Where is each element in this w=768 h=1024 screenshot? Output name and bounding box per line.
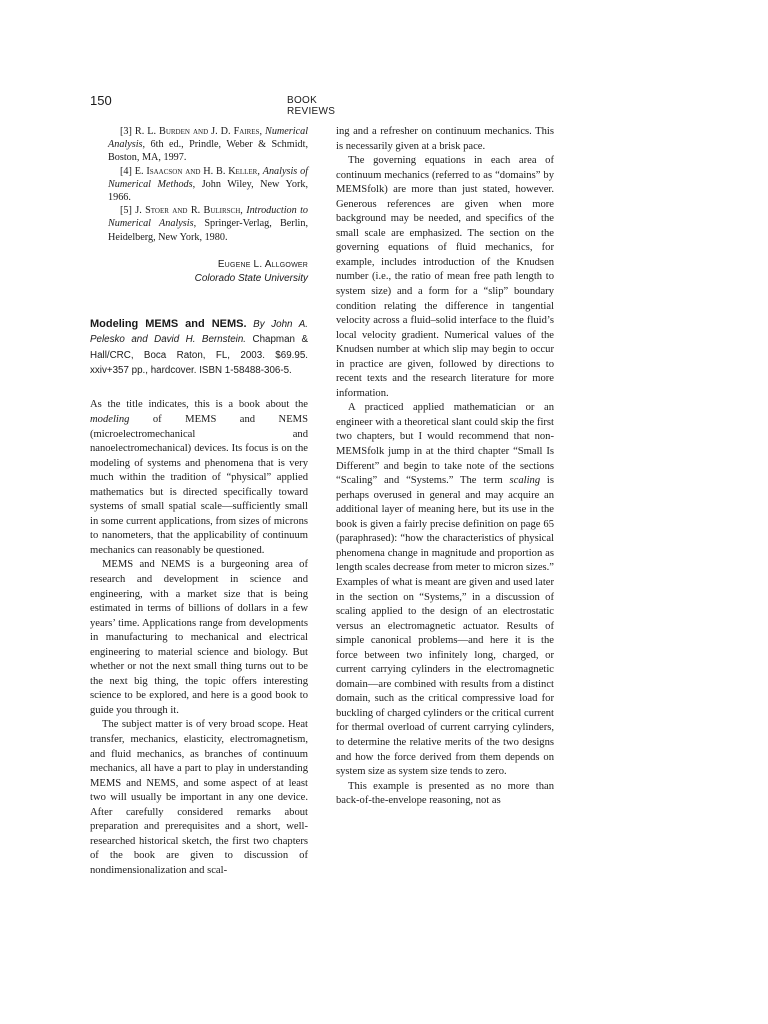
- reference-item: [3] R. L. Burden and J. D. Faires, Numerical Analysis, 6th ed., Prindle, Weber & Schmidt, Boston, MA, 1997.: [108, 126, 309, 164]
- paragraph: The governing equations in each area of continuum mechanics (referred to as “domains” by MEMSfolk) are more than just stated, however. Generous references are given when more background may be needed, and specifics of the small scale are emphasized. The section on the governing equations of fluid mechanics, for example, includes introduction of the Knudsen number (i.e., the ratio of mean free path length to system size) and a form for a “slip” boundary condition relating the difference in tangential velocity across a fluid–solid interface to the fluid’s local velocity gradient. Numerical values of the Knudsen number at which slip may begin to occur in practice are given, followed by directions to recent texts and the research literature for more information.: [336, 155, 554, 399]
- reviewer-affiliation: Colorado State University: [194, 272, 308, 284]
- reference-title: Numerical Analysis: [108, 126, 309, 151]
- text-run: is perhaps overused in general and may acquire an additional layer of meaning here, but its use in the book is given a fairly precise definition on page 65 (paraphrased): “how the characteristics of physical phenomena change in magnitude and proportion as length scales decrease from meter to micron sizes.” Examples of what is meant are given and used later in the section on “Systems,” in a discussion of scaling applied to the design of an electrostatic versus an electromagnetic actuator. Results of simple canonical problems—and here it is the force between two infinitely long, charged, or current carrying cylinders in the electromagnetic domain—are combined with results from a distinct domain, such as the critical compressive load for buckling of charged cylinders or the critical current for thermal overload of current carrying cylinders, to determine the relative merits of the two designs and how the force derived from them depends on system size as system size tends to zero.: [336, 475, 554, 778]
- paragraph: ing and a refresher on continuum mechanics. This is necessarily given at a brisk pace.: [336, 126, 554, 152]
- review-heading: [90, 317, 308, 379]
- reference-author: R. Bulirsch: [190, 205, 241, 217]
- reference-number: [3]: [120, 126, 132, 137]
- reference-title: Analysis of Numerical Methods: [108, 165, 309, 190]
- reference-item: [5] J. Stoer and R. Bulirsch, Introduction to Numerical Analysis, Springer-Verlag, Berlin, Heidelberg, New York, 1980.: [108, 205, 309, 243]
- reference-author: J. Stoer: [135, 205, 169, 217]
- paragraph: [90, 398, 308, 558]
- paragraph: MEMS and NEMS is a burgeoning area of research and development in science and engineering, with a market size that is being estimated in terms of billions of dollars in a few years’ time. Applications range from developments in manufacturing to mechanical and electrical engineering to material science and biology. But whether or not the next small thing turns out to be the next big thing, the topic offers interesting science to be explored, and here is a good book to guide you through it.: [90, 559, 308, 716]
- reference-author: R. L. Burden: [134, 126, 190, 137]
- reviewer-name: Eugene L. Allgower: [217, 258, 308, 270]
- emphasis-text: scaling: [509, 475, 541, 487]
- right-column: [336, 125, 554, 809]
- reference-number: [5]: [120, 205, 132, 217]
- reference-title: Introduction to Numerical Analysis: [108, 205, 309, 230]
- reference-publisher: , Springer-Verlag, Berlin, Heidelberg, New York, 1980.: [108, 218, 308, 243]
- emphasis-text: modeling: [90, 414, 130, 425]
- reference-publisher: , 6th ed., Prindle, Weber & Schmidt, Boston, MA, 1997.: [108, 139, 308, 164]
- reference-item: [4] E. Isaacson and H. B. Keller, Analysis of Numerical Methods, John Wiley, New York, 1966.: [108, 165, 309, 204]
- book-details: Chapman & Hall/CRC, Boca Raton, FL, 2003. $69.95. xxiv+357 pp., hardcover. ISBN 1-58488-306-5.: [90, 334, 308, 377]
- reference-list: [90, 125, 308, 244]
- paragraph: [336, 401, 554, 779]
- page-number: 150: [90, 93, 112, 108]
- reference-conjunction: and: [172, 205, 188, 217]
- book-authors: By John A. Pelesko and David H. Bernstein.: [90, 318, 308, 346]
- reference-number: [4]: [120, 165, 132, 177]
- reviewer-signature: [90, 258, 308, 286]
- left-column: [90, 125, 308, 879]
- running-head: BOOK REVIEWS: [287, 95, 336, 117]
- paragraph: The subject matter is of very broad scope. Heat transfer, mechanics, elasticity, electromagnetism, and fluid mechanics, as branches of continuum mechanics, all have a part to play in understanding MEMS and NEMS, and some aspect of at least two will usually be important in any one device. After carefully considered remarks about preparation and prerequisites and a short, well-researched historical sketch, the first two chapters of the book are given to discussion of nondimensionalization and scal-: [90, 719, 308, 876]
- review-body-left: [90, 398, 308, 878]
- reference-author: J. D. Faires: [211, 126, 260, 137]
- reference-author: H. B. Keller: [203, 165, 258, 177]
- reference-conjunction: and: [192, 126, 209, 137]
- reference-publisher: , John Wiley, New York, 1966.: [108, 178, 309, 204]
- paragraph: This example is presented as no more than back-of-the-envelope reasoning, not as: [336, 780, 554, 807]
- text-run: of MEMS and NEMS (microelectromechanical and nanoelectromechanical) devices. Its focus is on the modeling of systems and phenomena that is very much within the tradition of “physical” applied mathematics but is directed specifically toward systems of small spatial scale—sufficiently small in some current applications, from sizes of microns to nanometers, that the applicability of continuum mechanics can reasonably be questioned.: [90, 414, 308, 556]
- page-header: [90, 93, 360, 117]
- reference-conjunction: and: [185, 165, 201, 177]
- text-run: A practiced applied mathematician or an engineer with a theoretical slant could skip the first two chapters, but I would recommend that non-MEMSfolk jump in at the third chapter “Small Is Different” and begin to take note of the sections “Scaling” and “Systems.” The term: [336, 402, 554, 487]
- reference-author: E. Isaacson: [134, 165, 183, 177]
- text-run: As the title indicates, this is a book about the: [90, 399, 308, 411]
- book-title: Modeling MEMS and NEMS.: [90, 317, 247, 330]
